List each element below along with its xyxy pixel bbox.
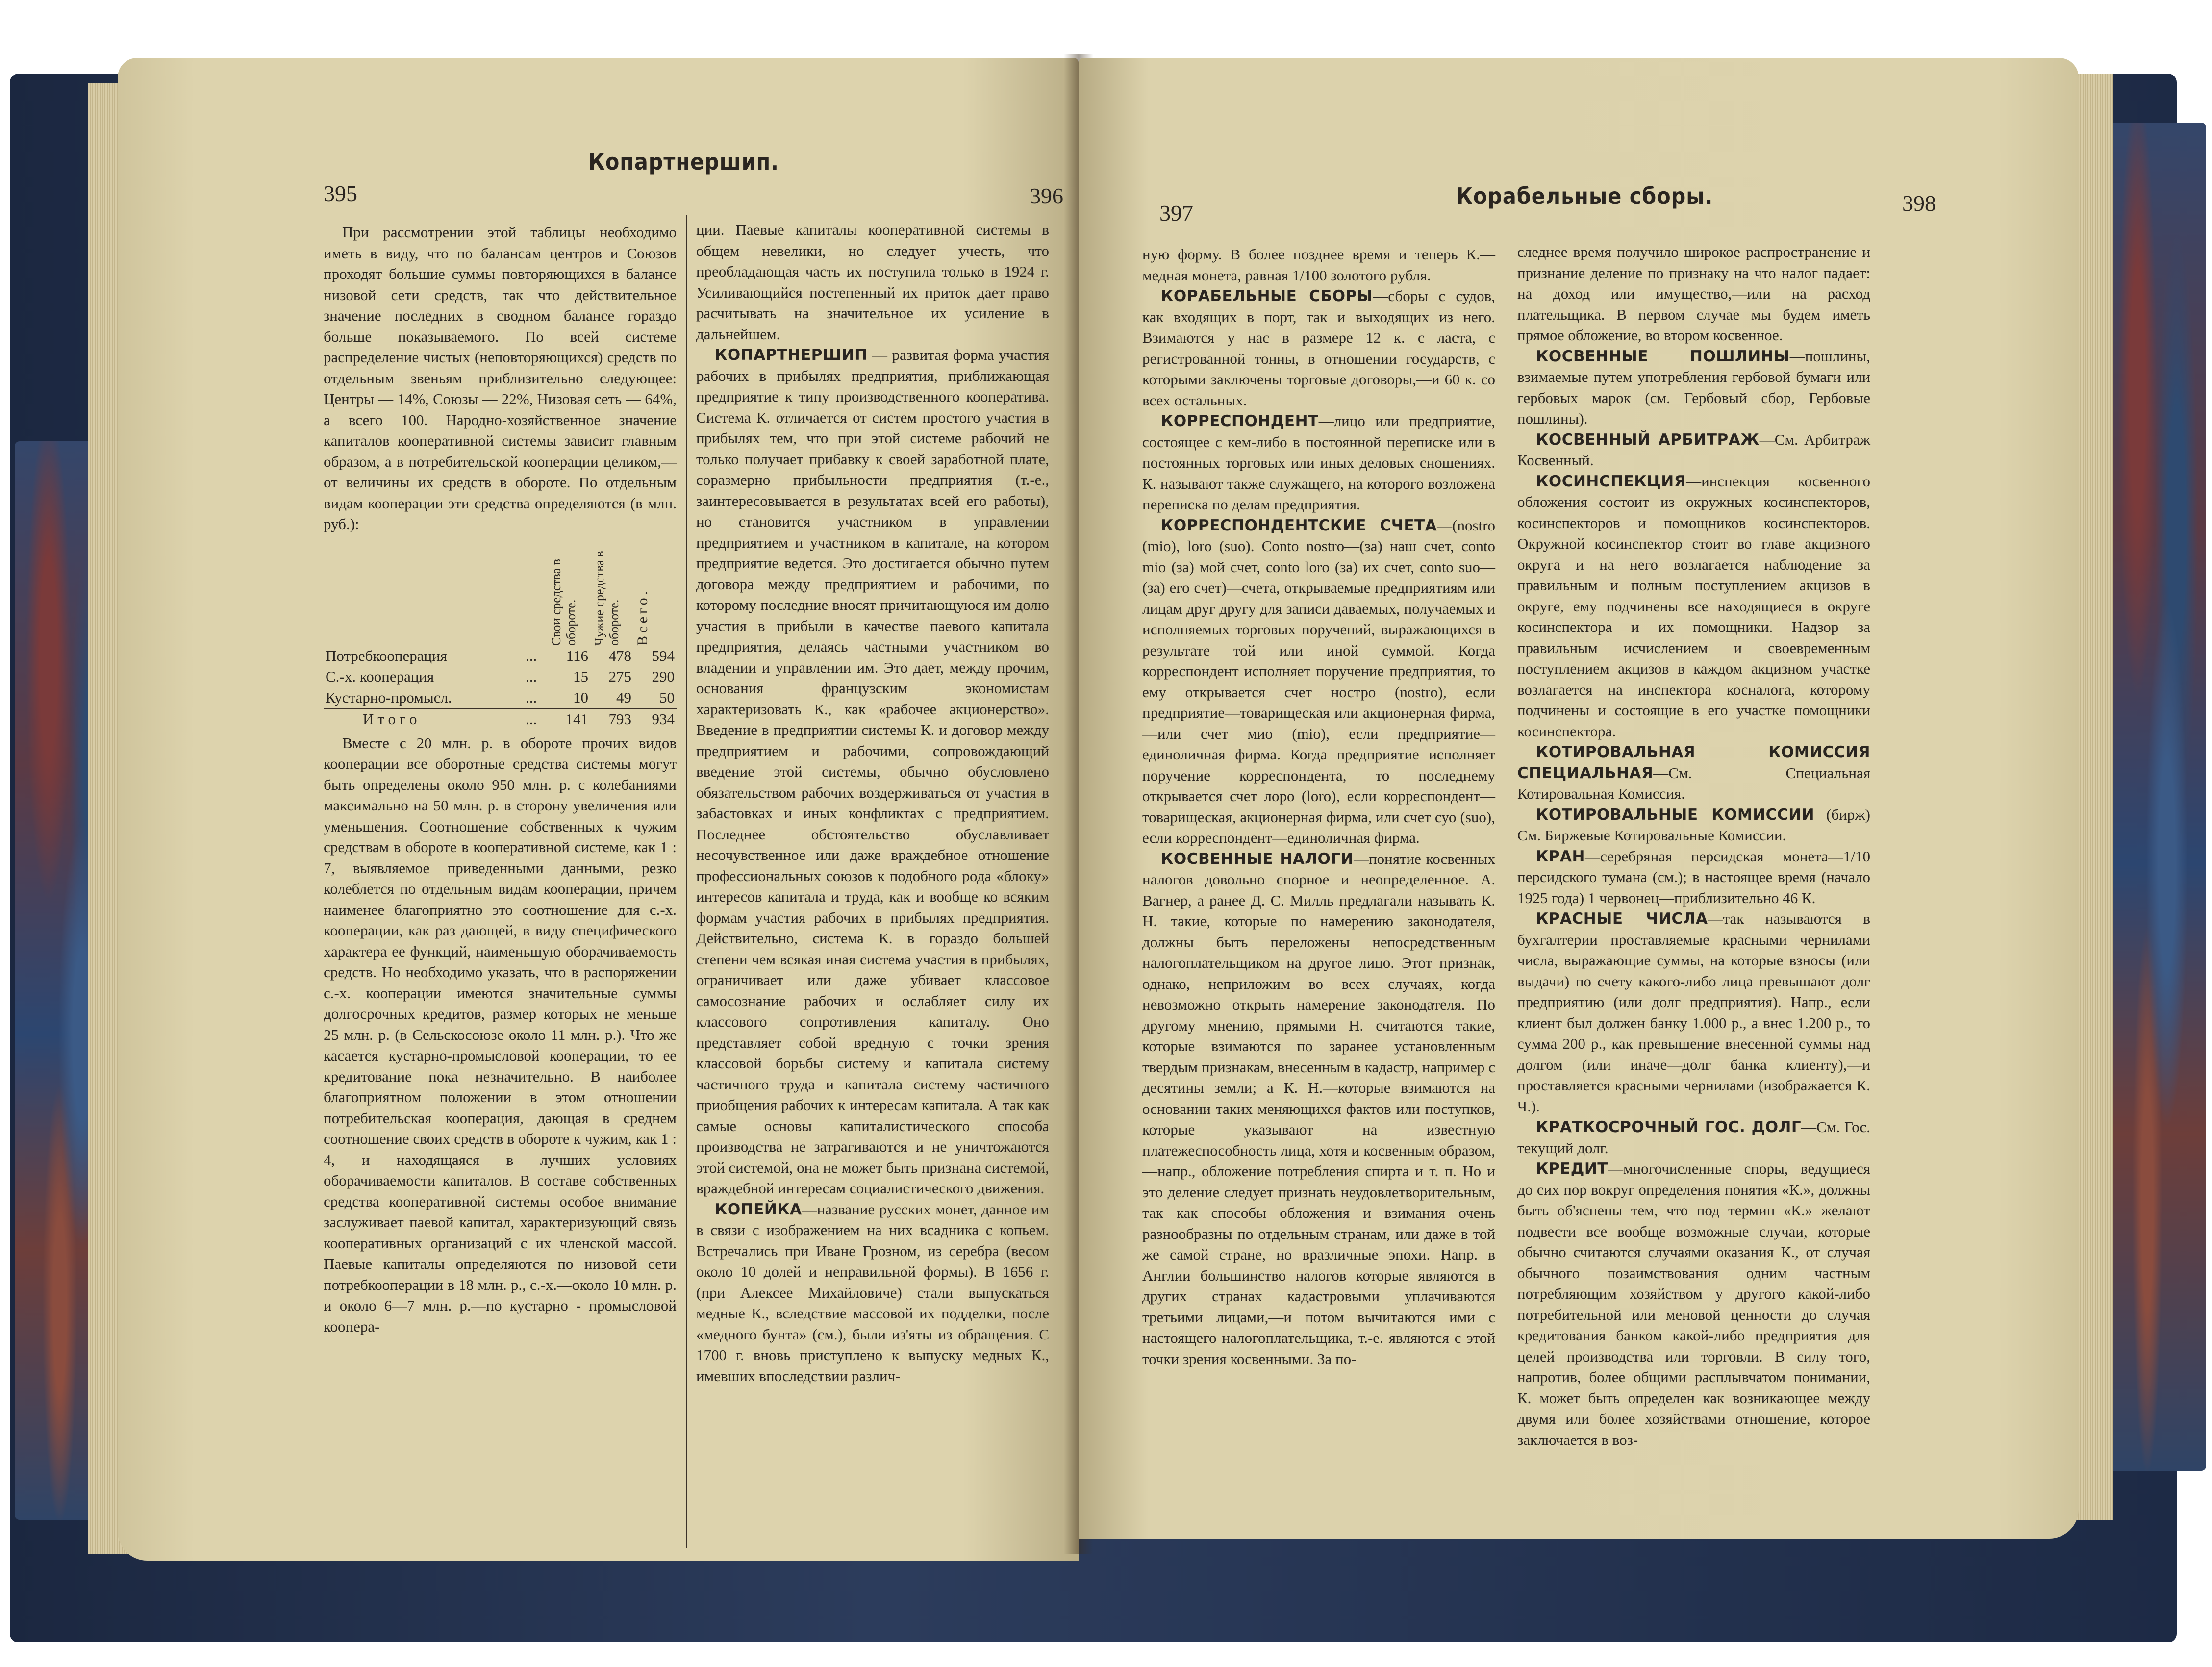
paragraph: При рассмотрении этой таблицы необходимо иметь в виду, что по балансам центров и Союзов проходят большие суммы повторяющихся в балансе низовой сети средств, так что действительное значение последних в сводном балансе гораздо больше показываемого. По всей системе распределение чистых (неповторяющихся) средств по отдельным звеньям приблизительно следующее: Центры — 14%, Союзы — 22%, Низовая сеть — 64%, а всего 100. Народно-хозяйственное значение капиталов кооперативной системы зависит главным образом, а в потребительской кооперации целиком,—от величины их средств в обороте. По отдельным видам кооперации эти средства определяются (в млн. руб.): [324, 224, 677, 532]
page-number: 398 [1902, 191, 1936, 216]
headword: КОСВЕННЫЕ НАЛОГИ [1161, 850, 1354, 868]
headword: КРЕДИТ [1536, 1160, 1608, 1178]
headword: КРАН [1536, 847, 1585, 865]
entry: КОТИРОВАЛЬНЫЕ КОМИССИИ (бирж) См. Биржевые Котировальные Комиссии. [1517, 806, 1870, 844]
entry: КРАН—серебряная персидская монета—1/10 персидского тумана (см.); в настоящее время (начало 1925 года) 1 червонец—приблизительно 46 К. [1517, 847, 1870, 907]
headword: КОСВЕННЫЕ ПОШЛИНЫ [1536, 347, 1790, 365]
page-number: 396 [1030, 183, 1063, 208]
running-head: Корабельные сборы. [1456, 183, 1713, 209]
entry: КОСВЕННЫЙ АРБИТРАЖ—См. Арбитраж Косвенный. [1517, 430, 1870, 469]
entry: КРАТКОСРОЧНЫЙ ГОС. ДОЛГ—См. Гос. текущий долг. [1517, 1118, 1870, 1157]
page-number: 395 [324, 181, 357, 206]
column-header: Чужие средства в обороте. [592, 550, 621, 646]
entry: КОРРЕСПОНДЕНТ—лицо или предприятие, состоящее с кем-либо в постоянной переписке или в постоянных торговых или иных деловых сношениях. К. называют также служащего, на которого возложена переписка по делам предприятия. [1142, 412, 1495, 513]
headword: КОСВЕННЫЙ АРБИТРАЖ [1536, 430, 1760, 449]
entry: КОРАБЕЛЬНЫЕ СБОРЫ—сборы с судов, как входящих в порт, так и выходящих из него. Взимаются у нас в размере 12 к. с ласта, с регистрованной тонны, в отношении государств, с которыми заключены торговые договоры,—и 60 к. со всех остальных. [1142, 287, 1495, 409]
entry: КРАСНЫЕ ЧИСЛА—так называются в бухгалтерии проставляемые красными чернилами числа, выражающие суммы, на которые взносы (или выдачи) по счету какого-либо лица превышают долг предприятию (или долг предприятия). Напр., если клиент был должен банку 1.000 р., а внес 1.200 р., то сумма 200 р., как превышение внесенной суммы над долгом (или иначе—долг банка клиенту),—и проставляется красными чернилами (изображается К. Ч.). [1517, 910, 1870, 1115]
headword: КОТИРОВАЛЬНАЯ КОМИССИЯ СПЕЦИАЛЬНАЯ [1517, 743, 1870, 782]
headword: КОСИНСПЕКЦИЯ [1536, 472, 1686, 490]
running-head: Копартнершип. [588, 149, 779, 175]
headword: КОРРЕСПОНДЕНТ [1161, 412, 1319, 430]
entry: КОТИРОВАЛЬНАЯ КОМИССИЯ СПЕЦИАЛЬНАЯ—См. Специальная Котировальная Комиссия. [1517, 743, 1870, 802]
paragraph: следнее время получило широкое распространение и признание деление по признаку на что налог падает: на доход или имущество,—или на расход плательщика. В первом случае мы будем иметь прямое обложение, во втором косвенное. [1517, 243, 1870, 344]
text-column [1517, 242, 1870, 1450]
paragraph: ную форму. В более позднее время и теперь К.—медная монета, равная 1/100 золотого рубля. [1142, 246, 1495, 284]
table-header-row [324, 538, 677, 646]
table-row: Кустарно-промысл. ... 10 49 50 [326, 688, 675, 706]
table-row: Потребкооперация ... 116 478 594 [326, 647, 675, 664]
text-column [696, 220, 1049, 1387]
page-number: 397 [1159, 201, 1193, 226]
headword: КОПЕЙКА [715, 1200, 802, 1218]
column-rule [686, 215, 687, 1548]
entry: КОПЕЙКА—название русских монет, данное им в связи с изображением на них всадника с копьем. Встречались при Иване Грозном, из серебра (весом около 10 долей и неправильной формы). В 1656 г. (при Алексее Михайловиче) стали выпускаться медные К., вследствие массовой их подделки, после «медного бунта» (см.), были из'яты из обращения. С 1700 г. вновь приступлено к выпуску медных К., имевших впоследствии различ- [696, 1200, 1049, 1385]
statistics-table [324, 538, 677, 730]
entry: КРЕДИТ—многочисленные споры, ведущиеся до сих пор вокруг определения понятия «К.», должны быть об'яснены тем, что под термин «К.» желают подвести все вообще возможные случаи, которые обычно считаются случаями оказания К., от случая обычного позаимствования одним частным потребляющим хозяйством у другого какой-либо потребительной или меновой ценности до случая кредитования банком какой-либо предприятия для целей производства или торговли. В силу того, напротив, более общими расплывчатом понимании, К. может быть определен как возникающее между двумя или более хозяйствами отношение, которое заключается в воз- [1517, 1160, 1870, 1448]
table-total-row: Итого ... 141 793 934 [324, 708, 677, 730]
paragraph: ции. Паевые капиталы кооперативной системы в общем невелики, но следует учесть, что преобладающая часть их поступила только в 1924 г. Усиливающийся постепенный их приток дает право расчитывать на значительное их усиление в дальнейшем. [696, 221, 1049, 343]
headword: КОПАРТНЕРШИП [715, 346, 868, 364]
headword: КОРАБЕЛЬНЫЕ СБОРЫ [1161, 287, 1373, 305]
headword: КОТИРОВАЛЬНЫЕ КОМИССИИ [1536, 806, 1815, 824]
right-page [1079, 58, 2079, 1539]
entry: КОСИНСПЕКЦИЯ—инспекция косвенного обложения состоит из окружных косинспекторов, косинспекторов и помощников косинспекторов. Окружной косинспектор стоит во главе акцизного округа и на него возлагается наблюдение за правильным и полным поступлением акцизов в округе, ему подчинены все находящиеся в округе косинспектора и их помощники. Надзор за правильным исчислением и своевременным поступлением акцизов в каждом акцизном участке возлагается на инспектора косналога, которому подчинены и состоящие в его участке помощники косинспектора. [1517, 472, 1870, 740]
table-row: С.-х. кооперация ... 15 275 290 [326, 668, 675, 685]
text-column [324, 222, 677, 1337]
headword: КРАСНЫЕ ЧИСЛА [1536, 910, 1708, 928]
headword: КРАТКОСРОЧНЫЙ ГОС. ДОЛГ [1536, 1118, 1802, 1136]
left-page [118, 58, 1079, 1561]
paragraph: Вместе с 20 млн. р. в обороте прочих видов кооперации все оборотные средства системы могут быть определены около 950 млн. р. с колебаниями максимально на 50 млн. р. в сторону увеличения или уменьшения. Соотношение собственных к чужим средствам в обороте в кооперативной системе, как 1 : 7, выявляемое приведенными данными, резко колеблется по отдельным видам кооперации, причем наименее благоприятно это соотношение для с.-х. кооперации, как раз дающей, в виду специфического характера ее функций, наименьшую оборачиваемость средств. Но необходимо указать, что в распоряжении с.-х. кооперации имеются значительные суммы долгосрочных кредитов, размер которых не меньше 25 млн. р. (в Сельскосоюзе около 11 млн. р.). Что же касается кустарно-промысловой кооперации, то ее кредитование пока незначительно. В наиболее благоприятном положении в этом отношении потребительская кооперация, дающая в среднем соотношение своих средств в обороте к чужим, как 1 : 4, и находящаяся в лучших условиях оборачиваемости капиталов. В составе собственных средства кооперативной системы особое внимание заслуживает паевой капитал, характеризующий связь кооперативных организаций с их членской массой. Паевые капиталы определяются по низовой сети потребкооперации в 18 млн. р., с.-х.—около 10 млн. р. и около 6—7 млн. р.—по кустарно - промысловой коопера- [324, 734, 677, 1335]
column-header: Свои средства в обороте. [549, 558, 578, 646]
column-header: Всего. [634, 588, 651, 646]
entry: КОПАРТНЕРШИП — развитая форма участия рабочих в прибылях предприятия, приближающая предприятие к типу производственного кооператива. Система К. отличается от систем простого участия в прибылях тем, что при этой системе рабочий не только получает прибавку к своей заработной плате, соразмерно прибыльности предприятия (т.-е., заинтересовывается в результатах всей его работы), но становится участником в управлении предприятием и участником в капитале, на котором предприятие ведется. Это достигается обычно путем договора между предприятием и рабочими, по которому последние вносят причитающуюся им долю участия в прибыли в качестве паевого капитала предприятия, делаясь частными участником во владении и управлении им. Это дает, между прочим, основания французским экономистам характеризовать К., как «рабочее акционерство». Введение в предприятии системы К. и договор между предприятием и рабочими, сопровождающий введение этой системы, обычно обусловлено обязательством рабочих воздерживаться от участия в забастовках и иных конфликтах с предприятием. Последнее обстоятельство обуславливает несочувственное или даже враждебное отношение профессиональных союзов к подобного рода «блоку» интересов капитала и труда, как и вообще ко всяким формам участия рабочих в прибылях предприятия. Действительно, система К. в гораздо большей степени чем всякая иная система участия в прибылях, ограничивает или даже убивает классовое самосознание рабочих и ослабляет силу их классового сопротивления капиталу. Оно представляет собой вредную с точки зрения классовой борьбы систему и капитала систему частичного труда и капитала систему частичного приобщения рабочих к интересам капитала. А так как самые основы капиталистического способа производства не затрагиваются и не уничтожаются этой системой, она не может быть признана системой, враждебной интересам социалистического движения. [696, 346, 1049, 1197]
entry: КОСВЕННЫЕ НАЛОГИ—понятие косвенных налогов довольно спорное и неопределенное. А. Вагнер, а ранее Д. С. Милль предлагали называть К. Н. такие, которые по намерению законодателя, должны быть переложены непосредственным налогоплательщиком на другое лицо. Этот признак, однако, неприложим во всех случаях, когда невозможно открыть намерение законодателя. По другому мнению, прямыми Н. считаются такие, которые взимаются по заранее установленным твердым признакам, внесенным в кадастр, например с десятины земли; а К. Н.—которые взимаются на основании таких меняющихся фактов или поступков, которые указывают на известную платежеспособность лица, хотя и косвенным образом,—напр., обложение потребления спирта и т. п. Но и это деление следует признать неудовлетворительным, так как способы обложения и взимания очень разнообразны по отдельным странам, или даже в той же самой стране, но вразличные эпохи. Напр. в Англии большинство налогов которые являются в других странах кадастровыми уплачиваются третьими лицами,—и потом вычитаются ими с настоящего налогоплательщика, т.-е. являются с этой точки зрения косвенными. За по- [1142, 850, 1495, 1367]
entry: КОСВЕННЫЕ ПОШЛИНЫ—пошлины, взимаемые путем употребления гербовой бумаги или гербовых марок (см. Гербовый сбор, Гербовые пошлины). [1517, 347, 1870, 427]
headword: КОРРЕСПОНДЕНТСКИЕ СЧЕТА [1161, 516, 1437, 534]
marbled-board-right [2108, 123, 2206, 1471]
entry: КОРРЕСПОНДЕНТСКИЕ СЧЕТА—(nostro (mio), loro (suo). Conto nostro—(за) наш счет, conto mio (за) мой счет, conto loro (за) их счет, conto suo—(за) его счет)—счета, открываемые предприятиям или лицам друг другу для записи даваемых, получаемых и исполняемых торговых поручений, выражающихся в результате той или иной суммой. Когда корреспондент исполняет поручение предприятия, то ему открывается счет ностро (nostro), если предприятие—товарищеская или акционерная фирма,—или счет мио (mio), если предприятие—единоличная фирма. Когда предприятие исполняет поручение корреспондента, то последнему открывается счет лоро (loro), если корреспондент—товарищеская, акционерная фирма, или счет суо (suo), если корреспондент—единоличная фирма. [1142, 516, 1495, 846]
text-column [1142, 244, 1495, 1369]
